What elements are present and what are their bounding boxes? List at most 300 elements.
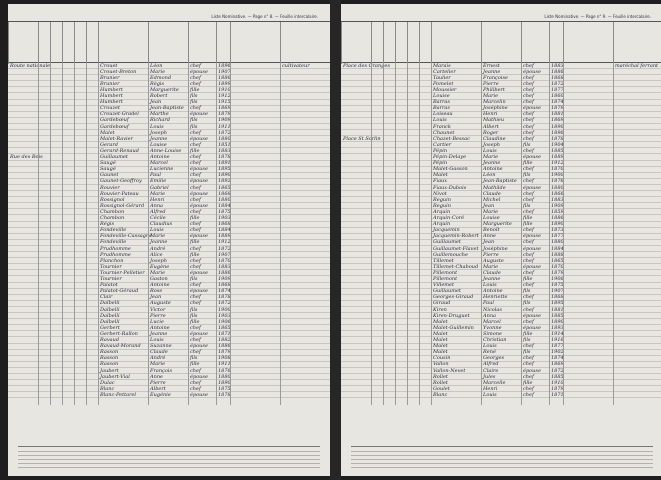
table-row [8,392,330,398]
column-rule [280,63,281,405]
cell-prenom: Pierre [483,251,499,258]
cell-nom: Blanc [433,391,448,398]
cell-situation: fille [190,147,200,154]
cell-prenom: Christian [483,337,507,343]
cell-nom: Nivot [433,190,447,197]
cell-nom: Cousin [433,355,451,362]
cell-prenom: Léon [150,62,163,69]
cell-situation: épouse [523,105,541,112]
cell-prenom: Roger [483,129,499,136]
cell-nom: Giraud [433,300,451,307]
cell-annee: 1907 [551,288,564,295]
cell-prenom: Philibert [483,86,505,93]
cell-situation: chef [523,269,534,276]
footnote-line [18,463,320,464]
page-title: Liste Nominative. — Page n° 8. — Feuille intercalaire. [211,14,318,19]
cell-nom: Kiren-Druguet [433,312,470,319]
cell-situation: épouse [523,233,541,240]
cell-nom: Pillemont [433,269,458,276]
cell-prenom: Paul [150,172,161,179]
cell-prenom: Claude [150,349,168,356]
cell-prenom: Jeanne [150,239,168,246]
column-rule [521,63,522,405]
footnote-line [18,459,320,460]
cell-situation: chef [523,135,534,142]
cell-situation: chef [190,62,201,69]
cell-annee: 1890 [218,379,231,386]
cell-annee: 1865 [218,184,231,191]
cell-annee: 1869 [551,361,564,368]
column-rule [230,63,231,405]
cell-annee: 1882 [218,337,231,343]
cell-annee: 1886 [551,68,564,75]
cell-nom: Palatot [100,282,118,289]
cell-prenom: Antoine [483,288,503,295]
cell-situation: chef [523,391,534,398]
cell-nom: Dalbelli [100,312,120,319]
cell-nom: Pépin [433,147,448,154]
cell-situation: chef [523,227,534,234]
cell-annee: 1880 [218,196,231,203]
cell-nom: Guillaumet [100,154,128,160]
column-rule [62,63,63,405]
cell-prenom: Yvonne [483,324,502,331]
cell-situation: fils [523,337,531,343]
cell-prenom: Simone [483,330,502,337]
cell-nom: Rasson [100,355,119,362]
cell-prenom: Benoît [483,227,500,234]
cell-annee: 1868 [218,190,231,197]
cell-situation: chef [523,294,534,301]
cell-nom: Gaunet-Geoffroy [100,178,142,185]
cell-annee: 1877 [551,233,564,240]
cell-annee: 1884 [551,245,564,252]
column-rule [371,63,372,405]
cell-situation: chef [523,99,534,106]
cell-annee: 1868 [218,221,231,228]
cell-situation: chef [523,190,534,197]
cell-annee: 1877 [551,343,564,350]
footnote-line [18,451,320,452]
cell-prenom: Marcelin [483,99,506,106]
cell-situation: fils [190,355,198,362]
cell-nom: Jacquemin-Robert [433,233,479,240]
column-rule [431,63,432,405]
cell-situation: fils [190,93,198,99]
cell-situation: chef [190,367,201,374]
cell-prenom: Léon [483,172,496,179]
cell-nom: Crouet [100,62,118,69]
cell-situation: chef [523,80,534,87]
cell-situation: chef [523,111,534,118]
cell-nom: Crouet-Breton [100,68,137,75]
cell-prenom: Jeanne [483,276,501,282]
cell-street: Rue des Bois [10,154,43,160]
cell-prenom: Marie [150,361,166,368]
cell-nom: Taulier [433,74,451,81]
cell-prenom: Marcel [483,318,501,325]
cell-prenom: Suzanne [150,343,172,350]
cell-nom: Chambon [100,215,125,221]
cell-annee: 1885 [551,312,564,319]
cell-prenom: Jeanne [150,330,168,337]
column-rule [563,63,564,405]
cell-prenom: Antoine [150,324,170,331]
cell-annee: 1886 [218,269,231,276]
cell-nom: Kiren [433,306,447,313]
cell-annee: 1899 [218,80,231,87]
cell-annee: 1865 [551,257,564,264]
cell-prenom: Alfred [483,361,499,368]
cell-annee: 1880 [551,184,564,191]
cell-situation: fille [523,379,533,386]
cell-annee: 1909 [218,276,231,282]
cell-nom: Malet-Gasson [433,166,468,173]
cell-situation: chef [523,129,534,136]
cell-situation: chef [523,62,534,69]
column-rule [481,63,482,405]
cell-situation: fils [523,202,531,209]
cell-nom: Pépin [433,160,448,167]
cell-nom: Humbert [100,86,123,93]
column-rule [395,63,396,405]
cell-prenom: Jeanne [483,160,501,167]
cell-prenom: Jules [483,373,496,380]
cell-annee: 1883 [551,62,564,69]
cell-nom: Loiseau [433,111,453,118]
cell-situation: fils [523,349,531,356]
cell-nom: Brunier [100,80,120,87]
cell-situation: fille [523,160,533,167]
cell-prenom: Marguerite [150,86,179,93]
cell-prenom: Joseph [150,257,167,264]
cell-street: Route nationale [10,62,51,69]
cell-annee: 1874 [218,288,231,295]
record-rows [8,63,330,405]
page-footnote [18,446,320,470]
cell-annee: 1851 [218,141,231,148]
cell-prenom: Louise [483,215,500,221]
cell-nom: Reguin [433,202,451,209]
cell-situation: chef [523,208,534,215]
cell-prenom: Joséphine [483,245,508,252]
table-header [341,21,661,63]
cell-prenom: Marie [483,154,499,160]
cell-situation: chef [190,221,201,228]
cell-prenom: Marthe [150,111,169,118]
cell-nom: Rossignol-Gérard [100,202,145,209]
cell-situation: fille [190,239,200,246]
cell-prenom: Marie [483,263,499,270]
cell-prenom: Marcelle [483,379,506,386]
cell-situation: chef [523,355,534,362]
cell-nom: Dalbelli [100,318,120,325]
cell-situation: chef [190,294,201,301]
cell-nom: Malet-Guillemin [433,324,474,331]
cell-prenom: Claudine [483,135,506,142]
cell-nom: Vallon-Nevet [433,367,466,374]
cell-profession: maréchal ferrant [615,62,659,69]
cell-prenom: Marie [483,208,499,215]
cell-annee: 1880 [218,373,231,380]
cell-annee: 1884 [218,227,231,234]
cell-prenom: Mathieu [483,117,505,124]
cell-nom: Pillemont [433,276,458,282]
cell-nom: Reguin [433,196,451,203]
cell-annee: 1893 [551,324,564,331]
cell-nom: Jaubert-Vial [100,373,130,380]
cell-situation: épouse [190,330,208,337]
cell-prenom: Joséphine [483,105,508,112]
cell-situation: fils [190,99,198,106]
cell-prenom: Auguste [483,257,504,264]
cell-prenom: Cécile [150,215,166,221]
cell-annee: 1879 [218,349,231,356]
cell-annee: 1881 [551,306,564,313]
cell-nom: Pomelet [433,80,454,87]
cell-profession: cultivateur [282,62,310,69]
cell-annee: 1912 [218,239,231,246]
cell-situation: chef [523,147,534,154]
cell-situation: chef [190,227,201,234]
cell-annee: 1889 [551,154,564,160]
cell-nom: Clair [100,294,113,301]
cell-nom: Gerbert-Rallon [100,330,138,337]
cell-situation: fille [190,361,200,368]
cell-nom: Fondeville-Cassagne [100,233,153,240]
cell-prenom: Anne-Louise [150,147,182,154]
column-rule [613,63,614,405]
cell-annee: 1906 [218,318,231,325]
cell-nom: Humbert [100,93,123,99]
cell-annee: 1890 [551,221,564,228]
cell-annee: 1876 [551,178,564,185]
cell-nom: Barras [433,99,450,106]
cell-situation: épouse [190,166,208,173]
cell-annee: 1895 [551,300,564,307]
cell-annee: 1911 [218,361,231,368]
cell-nom: Tournier [100,276,122,282]
cell-nom: Tillemet-Chaboud [433,263,479,270]
cell-annee: 1885 [551,373,564,380]
cell-street: Place des Granges [343,62,390,69]
cell-nom: Arquin-Coré [433,215,465,221]
cell-annee: 1870 [551,263,564,270]
cell-situation: fille [523,215,533,221]
cell-annee: 1909 [218,117,231,124]
cell-annee: 1868 [551,74,564,81]
cell-prenom: Claude [483,269,501,276]
cell-annee: 1890 [218,172,231,179]
cell-annee: 1892 [218,178,231,185]
column-rule [74,63,75,405]
cell-annee: 1908 [218,355,231,362]
cell-annee: 1875 [218,208,231,215]
cell-annee: 1878 [551,135,564,142]
cell-annee: 1907 [218,68,231,75]
cell-nom: Gerbert [100,324,120,331]
cell-prenom: Jean [150,294,162,301]
cell-nom: Gardebœuf [100,117,129,124]
cell-annee: 1904 [551,141,564,148]
cell-nom: Tournier-Pelletier [100,269,145,276]
book-gutter [330,0,341,480]
cell-situation: épouse [190,343,208,350]
cell-nom: Fiaux-Dubois [433,184,467,191]
cell-nom: Saugé [100,166,116,173]
cell-situation: fille [190,318,200,325]
cell-prenom: Robert [150,93,168,99]
cell-situation: épouse [190,111,208,118]
cell-situation: épouse [190,68,208,75]
cell-annee: 1878 [218,294,231,301]
cell-prenom: Emilie [150,178,167,185]
cell-nom: Guillaumet [433,239,461,246]
cell-nom: Louise [433,93,450,99]
cell-nom: Louis [433,117,447,124]
cell-nom: Saugé [100,160,116,167]
cell-situation: épouse [523,184,541,191]
cell-nom: Tillemet [433,257,454,264]
cell-situation: chef [523,117,534,124]
cell-annee: 1871 [218,330,231,337]
cell-prenom: Gaston [150,276,168,282]
cell-nom: Marais [433,62,451,69]
cell-situation: fille [523,276,533,282]
cell-situation: épouse [190,233,208,240]
column-rule [407,63,408,405]
cell-prenom: François [150,367,173,374]
cell-prenom: Marie [150,68,166,75]
cell-annee: 1865 [218,324,231,331]
cell-prenom: Claudius [150,221,173,228]
cell-situation: chef [523,74,534,81]
cell-annee: 1860 [551,93,564,99]
cell-annee: 1874 [551,355,564,362]
cell-annee: 1877 [551,86,564,93]
column-rule [98,63,99,405]
cell-situation: fille [523,221,533,228]
cell-situation: chef [190,74,201,81]
cell-annee: 1885 [551,147,564,154]
column-rule [38,63,39,405]
cell-situation: chef [523,373,534,380]
cell-annee: 1896 [218,62,231,69]
cell-annee: 1879 [551,385,564,392]
cell-prenom: Louise [150,141,167,148]
cell-prenom: Eugénie [150,391,171,398]
cell-prenom: Lucienne [150,166,174,173]
cell-prenom: André [150,245,166,252]
cell-nom: Arquin [433,208,451,215]
cell-annee: 1900 [551,172,564,179]
cell-situation: chef [523,93,534,99]
cell-situation: chef [523,251,534,258]
cell-situation: chef [190,208,201,215]
cell-situation: fils [523,288,531,295]
cell-nom: Gerard [100,141,118,148]
cell-prenom: Françoise [483,74,508,81]
cell-nom: Rollet [433,373,448,380]
column-rule [216,63,217,405]
cell-nom: Régis [100,221,115,228]
cell-situation: épouse [523,312,541,319]
cell-prenom: Marguerite [483,221,512,228]
cell-nom: Jacquemin [433,227,460,234]
cell-nom: Barras [433,105,450,112]
cell-annee: 1869 [218,105,231,112]
cell-nom: Malet [433,330,448,337]
footnote-line [351,459,653,460]
cell-annee: 1872 [551,80,564,87]
cell-annee: 1866 [551,190,564,197]
cell-annee: 1890 [551,123,564,130]
cell-annee: 1911 [218,123,231,130]
cell-prenom: Henri [483,385,498,392]
cell-prenom: Jean [150,99,162,106]
cell-nom: Rossignol [100,196,125,203]
cell-situation: fils [523,300,531,307]
column-rule [50,63,51,405]
cell-nom: Franck [433,123,451,130]
cell-annee: 1916 [551,337,564,343]
right-page [341,4,661,476]
cell-annee: 1883 [218,147,231,154]
cell-prenom: Albert [483,123,499,130]
cell-prenom: Jeanne [150,135,168,142]
cell-annee: 1878 [218,391,231,398]
cell-annee: 1906 [551,276,564,282]
cell-situation: chef [523,196,534,203]
cell-annee: 1910 [218,86,231,93]
cell-prenom: Régis [150,80,165,87]
cell-situation: épouse [523,154,541,160]
cell-nom: Villemet [433,282,454,289]
cell-annee: 1879 [551,105,564,112]
cell-prenom: Paul [483,300,494,307]
cell-nom: Prudhomme [100,251,131,258]
cell-nom: Fondeville [100,239,127,246]
cell-annee: 1859 [551,208,564,215]
cell-prenom: Claire [483,367,499,374]
cell-situation: fils [523,141,531,148]
cell-prenom: Pierre [150,379,166,386]
cell-nom: Chambon [100,208,125,215]
cell-situation: chef [190,337,201,343]
cell-prenom: Anne [483,233,497,240]
cell-prenom: Louis [483,282,497,289]
cell-annee: 1891 [218,160,231,167]
column-rule [148,63,149,405]
cell-situation: chef [190,379,201,386]
column-rule [86,63,87,405]
cell-situation: chef [190,184,201,191]
cell-situation: épouse [523,263,541,270]
cell-nom: Georges-Giraud [433,294,474,301]
cell-prenom: Marie [150,190,166,197]
cell-situation: épouse [190,178,208,185]
cell-nom: Malet [100,129,115,136]
cell-situation: épouse [190,288,208,295]
cell-situation: fils [523,172,531,179]
footnote-line [351,451,653,452]
cell-situation: chef [523,343,534,350]
cell-nom: Palatot-Géraud [100,288,139,295]
cell-situation: chef [190,172,201,179]
cell-prenom: Jean-Baptiste [483,178,517,185]
cell-nom: Fiaux [433,178,448,185]
footnote-line [351,455,653,456]
